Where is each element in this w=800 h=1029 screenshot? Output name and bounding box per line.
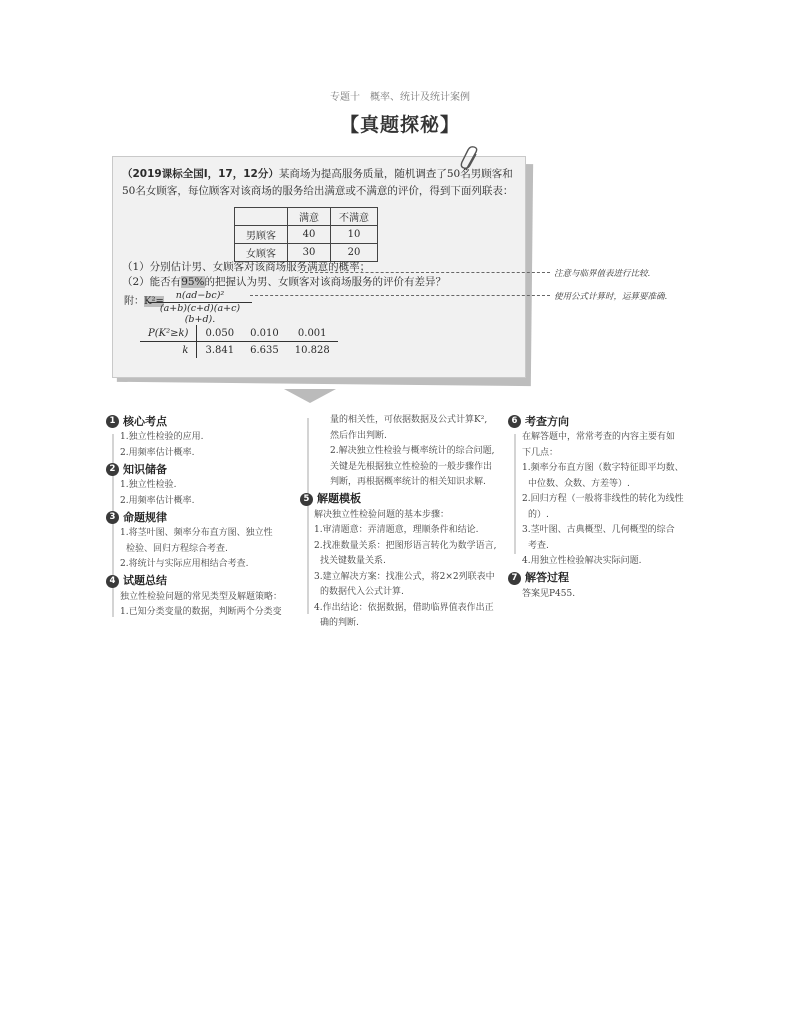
note-leader-1 xyxy=(300,272,550,273)
table-cell xyxy=(235,208,288,226)
list-item: 答案见P455. xyxy=(522,588,576,599)
table-cell: 女顾客 xyxy=(235,244,288,262)
contingency-table xyxy=(234,207,378,262)
question-2-post: 的把握认为男、女顾客对该商场服务的评价有差异？ xyxy=(204,276,447,288)
section-title: 试题总结 xyxy=(123,574,167,588)
section-summary-cont xyxy=(316,413,506,491)
formula-numerator: n(ad−bc)² xyxy=(148,290,252,303)
table-cell: 10 xyxy=(331,226,378,244)
problem-source: （2019课标全国Ⅰ，17，12分） xyxy=(122,168,279,180)
section-heading xyxy=(508,413,708,430)
badge: 7 xyxy=(508,572,521,585)
formula-den-text: (a+b)(c+d)(a+c)(b+d) xyxy=(159,303,241,325)
table-cell: 6.635 xyxy=(250,344,279,356)
section-direction xyxy=(508,413,708,570)
list-item: 4.作出结论：依据数据，借助临界值表作出正 xyxy=(314,602,494,613)
section-template xyxy=(300,491,506,632)
list-item: 判断，再根据概率统计的相关知识求解. xyxy=(330,477,486,487)
column-left xyxy=(106,413,301,621)
table-cell: 40 xyxy=(288,226,331,244)
section-heading xyxy=(106,573,301,590)
badge: 4 xyxy=(106,575,119,588)
list-item: 在解答题中，常常考查的内容主要有如 xyxy=(522,432,676,442)
list-item: 然后作出判断. xyxy=(330,430,387,441)
table-cell: 0.050 xyxy=(197,325,242,342)
table-cell: k xyxy=(140,342,197,359)
list-item: 检验、回归方程综合考查. xyxy=(126,543,228,554)
handwritten-note-2: 使用公式计算时，运算要准确. xyxy=(554,292,668,302)
badge: 6 xyxy=(508,415,521,428)
badge: 2 xyxy=(106,463,119,476)
list-item: 的）. xyxy=(528,509,549,520)
problem-text-2: 50名女顾客，每位顾客对该商场的服务给出满意或不满意的评价，得到下面列联表： xyxy=(122,185,514,197)
list-item: 1.独立性检验. xyxy=(120,480,177,490)
list-item: 1.将茎叶图、频率分布直方图、独立性 xyxy=(120,528,273,538)
section-title: 命题规律 xyxy=(123,510,167,524)
column-middle xyxy=(303,413,506,632)
table-cell: 0.001 xyxy=(287,325,338,342)
table-cell: 不满意 xyxy=(331,208,378,226)
down-pointer xyxy=(284,389,336,403)
section-title: 解题模板 xyxy=(317,492,361,506)
list-item: 2.用频率估计概率. xyxy=(120,495,195,506)
list-item: 关键是先根据独立性检验的一般步骤作出 xyxy=(330,461,493,472)
list-item: 2.用频率估计概率. xyxy=(120,447,195,458)
section-heading xyxy=(508,570,708,587)
list-item: 2.将统计与实际应用相结合考查. xyxy=(120,559,249,569)
section-answer xyxy=(508,570,708,603)
list-item: 量的相关性，可依据数据及公式计算K², xyxy=(330,415,488,425)
table-cell: 10.828 xyxy=(294,344,330,356)
list-item: 解决独立性检验问题的基本步骤： xyxy=(314,509,450,520)
badge: 5 xyxy=(300,493,313,506)
section-heading xyxy=(300,491,506,508)
list-item: 3.茎叶图、古典概型、几何概型的综合 xyxy=(522,525,675,535)
section-title: 解答过程 xyxy=(525,571,569,585)
section-title: 知识储备 xyxy=(123,462,167,476)
table-cell: 0.010 xyxy=(242,325,287,342)
badge: 1 xyxy=(106,415,119,428)
formula-prefix: 附： xyxy=(124,296,144,307)
section-heading xyxy=(106,461,301,478)
list-item: 3.建立解决方案：找准公式，将2×2列联表中 xyxy=(314,571,495,582)
list-item: 独立性检验问题的常见类型及解题策略： xyxy=(120,591,283,602)
section-core xyxy=(106,413,301,461)
list-item: 确的判断. xyxy=(320,618,359,628)
list-item: 1.审清题意：弄清题意，理顺条件和结论. xyxy=(314,525,479,535)
list-item: 考查. xyxy=(528,540,549,551)
list-item: 2.回归方程（一般将非线性的转化为线性 xyxy=(522,494,684,504)
section-heading xyxy=(106,413,301,430)
list-item: 中位数、众数、方差等）. xyxy=(528,478,630,489)
note-leader-2 xyxy=(250,295,550,296)
list-item: 下几点： xyxy=(522,447,559,458)
list-item: 找关键数量关系. xyxy=(320,556,386,566)
section-title: 考查方向 xyxy=(525,414,569,428)
table-row xyxy=(235,226,378,244)
page-title: 【真题探秘】 xyxy=(339,114,460,136)
list-item: 2.解决独立性检验与概率统计的综合问题, xyxy=(330,446,495,456)
problem-text xyxy=(122,166,514,200)
formula-fraction xyxy=(148,290,252,325)
table-cell: 30 xyxy=(288,244,331,262)
section-summary xyxy=(106,573,301,621)
formula-end: . xyxy=(212,314,216,325)
list-item: 1.频率分布直方图（数字特征即平均数、 xyxy=(522,463,684,473)
highlight-95: 95% xyxy=(181,276,205,288)
section-knowledge xyxy=(106,461,301,509)
table-cell: P(K²≥k) xyxy=(140,325,197,342)
critical-value-table xyxy=(140,325,338,358)
formula-lhs: K²= xyxy=(144,296,164,307)
question-2 xyxy=(122,274,446,289)
handwritten-note-1: 注意与临界值表进行比较. xyxy=(554,269,651,279)
section-title: 核心考点 xyxy=(123,414,167,428)
table-row xyxy=(140,342,338,359)
table-cell: 男顾客 xyxy=(235,226,288,244)
list-item: 1.已知分类变量的数据，判断两个分类变 xyxy=(120,607,282,617)
list-item: 的数据代入公式计算. xyxy=(320,587,404,597)
column-right xyxy=(508,413,708,602)
section-pattern xyxy=(106,509,301,573)
table-row xyxy=(235,208,378,226)
table-cell: 满意 xyxy=(288,208,331,226)
list-item: 4.用独立性检验解决实际问题. xyxy=(522,556,642,566)
table-cell: 20 xyxy=(331,244,378,262)
badge: 3 xyxy=(106,511,119,524)
question-2-pre: （2）能否有 xyxy=(122,276,182,288)
page-header: 专题十 概率、统计及统计案例 xyxy=(330,92,470,103)
table-row xyxy=(140,325,338,342)
formula-denominator xyxy=(148,303,252,325)
list-item: 1.独立性检验的应用. xyxy=(120,432,204,442)
question-1: （1）分别估计男、女顾客对该商场服务满意的概率； xyxy=(122,261,371,273)
table-cell: 3.841 xyxy=(205,344,235,356)
section-heading xyxy=(106,509,301,526)
list-item: 2.找准数量关系：把图形语言转化为数学语言, xyxy=(314,540,497,551)
problem-text-1: 某商场为提高服务质量，随机调查了50名男顾客和 xyxy=(278,168,513,180)
